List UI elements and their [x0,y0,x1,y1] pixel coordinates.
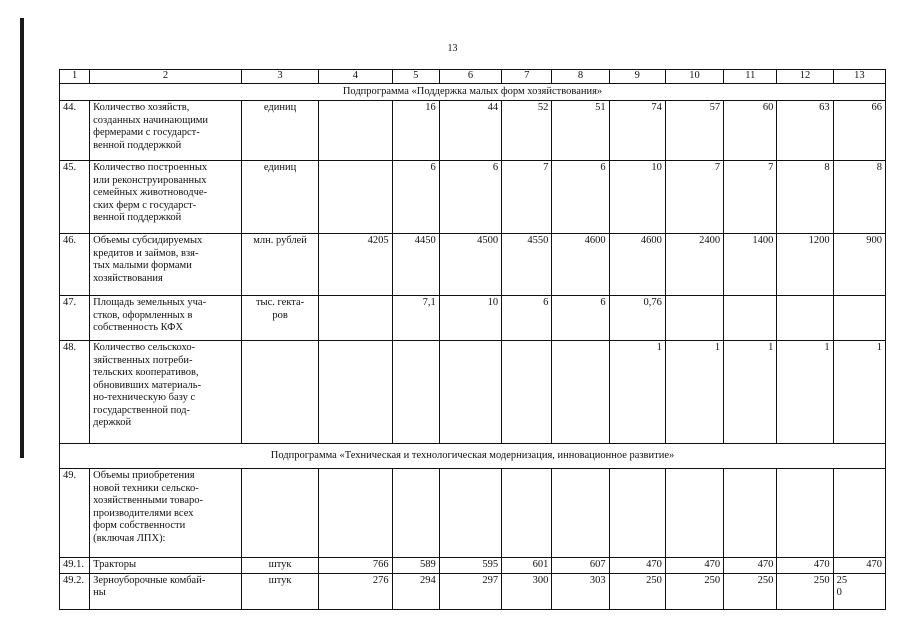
value-cell: 303 [552,573,609,609]
value-cell: 10 [439,296,501,341]
table-row [60,101,886,161]
unit-cell [241,341,318,444]
value-cell: 2400 [665,234,723,296]
value-cell: 1400 [724,234,777,296]
value-cell: 63 [777,101,833,161]
header-cell: 10 [665,70,723,84]
value-cell: 470 [833,558,885,574]
header-cell: 6 [439,70,501,84]
section-title: Подпрограмма «Поддержка малых форм хозяйствования» [60,84,886,101]
row-index: 49.1. [60,558,90,574]
table-row [60,234,886,296]
value-cell: 470 [609,558,665,574]
value-cell: 4450 [392,234,439,296]
value-cell: 607 [552,558,609,574]
data-table [59,69,886,610]
value-cell: 589 [392,558,439,574]
header-cell: 7 [502,70,552,84]
header-row [60,70,886,84]
value-cell [724,469,777,558]
value-cell [502,469,552,558]
header-cell: 8 [552,70,609,84]
header-cell: 5 [392,70,439,84]
section-row [60,444,886,469]
value-cell [392,469,439,558]
unit-cell: тыс. гекта- ров [241,296,318,341]
value-cell: 4550 [502,234,552,296]
unit-cell: штук [241,573,318,609]
margin-bar [20,18,24,458]
value-cell: 60 [724,101,777,161]
table-row [60,341,886,444]
table-row [60,161,886,234]
value-cell [502,341,552,444]
value-cell: 6 [552,296,609,341]
value-cell: 7 [724,161,777,234]
header-cell: 13 [833,70,885,84]
table-row [60,296,886,341]
value-cell: 250 [665,573,723,609]
table-row [60,558,886,574]
value-cell: 74 [609,101,665,161]
value-cell [439,469,501,558]
value-cell [777,296,833,341]
value-cell: 10 [609,161,665,234]
value-cell [665,469,723,558]
row-index: 46. [60,234,90,296]
value-cell [665,296,723,341]
value-cell: 52 [502,101,552,161]
value-cell: 4600 [552,234,609,296]
value-cell: 300 [502,573,552,609]
value-cell: 16 [392,101,439,161]
value-cell: 6 [552,161,609,234]
unit-cell [241,469,318,558]
value-cell: 1 [665,341,723,444]
row-index: 49. [60,469,90,558]
value-cell: 250 [724,573,777,609]
value-cell: 1 [724,341,777,444]
value-cell: 7 [665,161,723,234]
section-title: Подпрограмма «Техническая и технологическая модернизация, инновационное развитие» [60,444,886,469]
header-cell: 3 [241,70,318,84]
value-cell: 470 [665,558,723,574]
page-number: 13 [447,43,458,54]
value-cell [319,341,392,444]
row-index: 44. [60,101,90,161]
value-cell: 276 [319,573,392,609]
header-cell: 11 [724,70,777,84]
value-cell: 6 [502,296,552,341]
value-cell: 1 [609,341,665,444]
unit-cell: млн. рублей [241,234,318,296]
value-cell: 6 [439,161,501,234]
value-cell [552,341,609,444]
value-cell: 900 [833,234,885,296]
value-cell [833,296,885,341]
table-row [60,469,886,558]
section-row [60,84,886,101]
value-cell [319,161,392,234]
value-cell [609,469,665,558]
value-cell: 4500 [439,234,501,296]
value-cell [439,341,501,444]
value-cell: 595 [439,558,501,574]
indicator-name: Объемы приобретения новой техники сельско- хозяйственными товаро- производителями всех форм собственности (включая ЛПХ): [90,469,242,558]
value-cell: 6 [392,161,439,234]
value-cell: 1 [833,341,885,444]
row-index: 47. [60,296,90,341]
value-cell: 1200 [777,234,833,296]
value-cell: 44 [439,101,501,161]
indicator-name: Тракторы [90,558,242,574]
value-cell [552,469,609,558]
indicator-name: Объемы субсидируемых кредитов и займов, взя- тых малыми формами хозяйствования [90,234,242,296]
indicator-name: Количество хозяйств, созданных начинающими фермерами с государст- венной поддержкой [90,101,242,161]
indicator-name: Количество сельскохо- зяйственных потреби- тельских кооперативов, обновивших материаль- но-техническую базу с государственной под- держкой [90,341,242,444]
header-cell: 2 [90,70,242,84]
value-cell: 25 0 [833,573,885,609]
unit-cell: единиц [241,161,318,234]
value-cell: 1 [777,341,833,444]
value-cell: 4600 [609,234,665,296]
value-cell: 294 [392,573,439,609]
value-cell: 470 [724,558,777,574]
value-cell: 57 [665,101,723,161]
value-cell: 297 [439,573,501,609]
value-cell [833,469,885,558]
value-cell: 8 [777,161,833,234]
value-cell [319,469,392,558]
value-cell: 601 [502,558,552,574]
table-row [60,573,886,609]
value-cell: 0,76 [609,296,665,341]
value-cell [724,296,777,341]
header-cell: 9 [609,70,665,84]
value-cell: 8 [833,161,885,234]
value-cell [777,469,833,558]
value-cell: 470 [777,558,833,574]
value-cell: 250 [609,573,665,609]
value-cell: 766 [319,558,392,574]
value-cell: 250 [777,573,833,609]
header-cell: 1 [60,70,90,84]
value-cell: 7,1 [392,296,439,341]
row-index: 45. [60,161,90,234]
indicator-name: Площадь земельных уча- стков, оформленных в собственность КФХ [90,296,242,341]
value-cell: 4205 [319,234,392,296]
indicator-name: Зерноуборочные комбай- ны [90,573,242,609]
row-index: 48. [60,341,90,444]
header-cell: 4 [319,70,392,84]
value-cell [319,296,392,341]
value-cell: 7 [502,161,552,234]
value-cell: 66 [833,101,885,161]
row-index: 49.2. [60,573,90,609]
unit-cell: штук [241,558,318,574]
unit-cell: единиц [241,101,318,161]
header-cell: 12 [777,70,833,84]
value-cell: 51 [552,101,609,161]
value-cell [319,101,392,161]
indicator-name: Количество построенных или реконструированных семейных животноводче- ских ферм с государст- венной поддержкой [90,161,242,234]
value-cell [392,341,439,444]
